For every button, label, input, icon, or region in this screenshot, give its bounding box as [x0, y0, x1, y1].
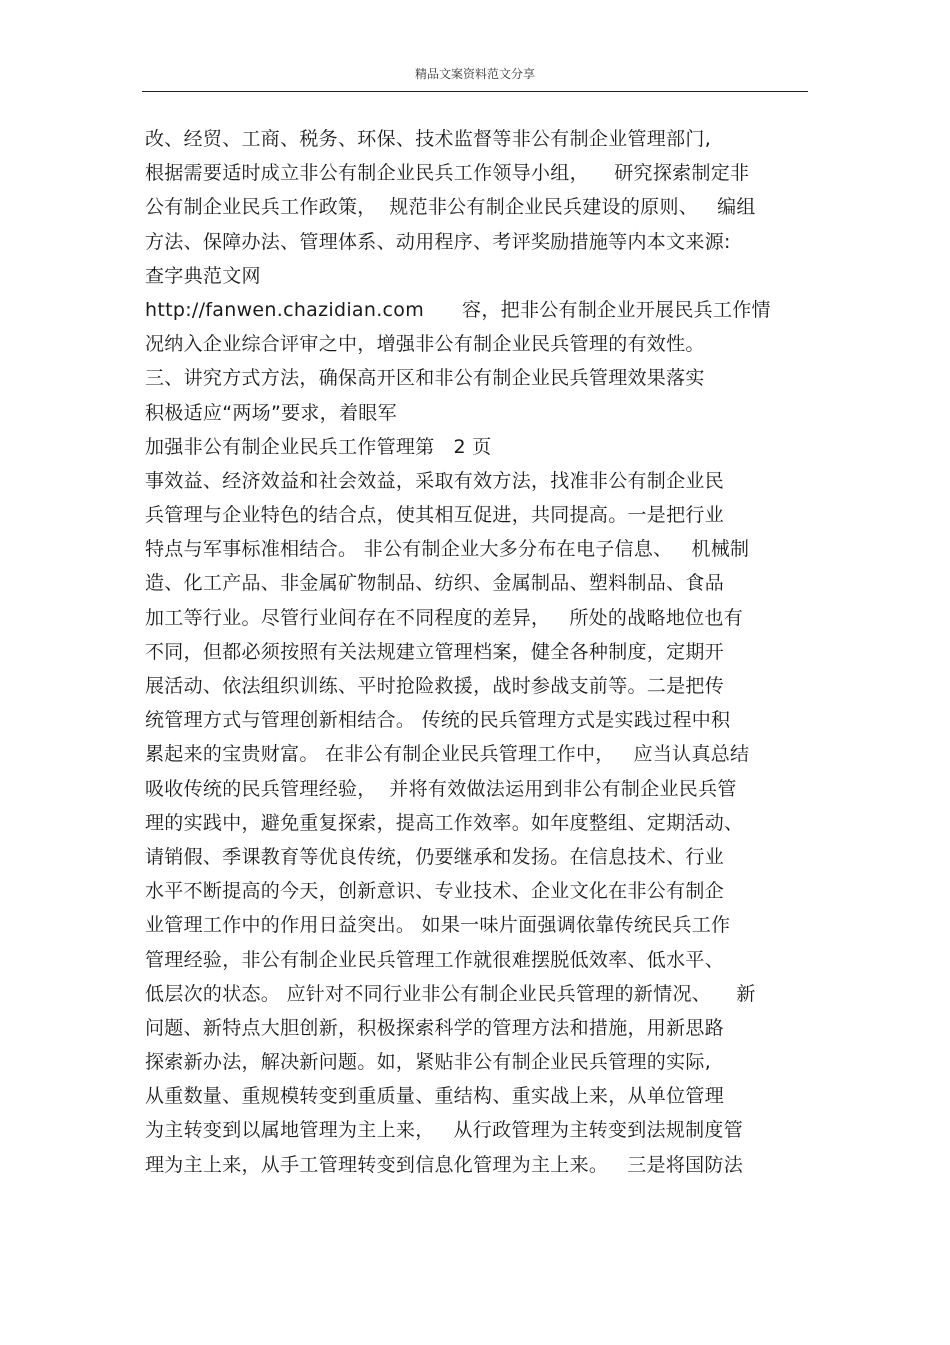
text-line: 事效益、经济效益和社会效益，采取有效方法，找准非公有制企业民: [145, 469, 725, 492]
text-line: 方法、保障办法、管理体系、动用程序、考评奖励措施等内本文来源:: [145, 230, 731, 253]
text-line: 加工等行业。尽管行业间存在不同程度的差异， 所处的战略地位也有: [145, 606, 744, 629]
text-line: 特点与军事标准相结合。 非公有制企业大多分布在电子信息、 机械制: [145, 538, 750, 561]
text-line: 低层次的状态。 应针对不同行业非公有制企业民兵管理的新情况、 新: [145, 982, 756, 1005]
text-line: 水平不断提高的今天，创新意识、专业技术、企业文化在非公有制企: [145, 880, 725, 903]
text-line: 积极适应“两场”要求，着眼军: [145, 401, 397, 424]
text-line: 不同，但都必须按照有关法规建立管理档案，健全各种制度，定期开: [145, 640, 725, 663]
text-line: 请销假、季课教育等优良传统，仍要继承和发扬。在信息技术、行业: [145, 845, 725, 868]
page-footer-label: 加强非公有制企业民兵工作管理第 2 页: [145, 435, 492, 458]
text-line: 改、经贸、工商、税务、环保、技术监督等非公有制企业管理部门,: [145, 128, 712, 150]
section-heading: 三、讲究方式方法，确保高开区和非公有制企业民兵管理效果落实: [145, 367, 705, 390]
text-line: 查字典范文网: [145, 264, 261, 287]
text-line: 展活动、依法组织训练、平时抢险救援，战时参战支前等。二是把传: [145, 675, 725, 697]
text-line: 业管理工作中的作用日益突出。 如果一味片面强调依靠传统民兵工作: [145, 914, 731, 937]
text-line: 累起来的宝贵财富。 在非公有制企业民兵管理工作中， 应当认真总结: [145, 743, 750, 766]
header-divider: [142, 91, 808, 92]
text-line: 根据需要适时成立非公有制企业民兵工作领导小组， 研究探索制定非: [145, 162, 750, 185]
text-line: 探索新办法，解决新问题。如，紧贴非公有制企业民兵管理的实际,: [145, 1051, 712, 1074]
text-line: 为主转变到以属地管理为主上来， 从行政管理为主转变到法规制度管: [145, 1119, 744, 1142]
text-line: 从重数量、重规模转变到重质量、重结构、重实战上来，从单位管理: [145, 1085, 725, 1108]
text-line: 管理经验，非公有制企业民兵管理工作就很难摆脱低效率、低水平、: [145, 948, 725, 971]
page-header: 精品文案资料范文分享: [414, 67, 535, 81]
body-text: [145, 122, 815, 1182]
text-line: 况纳入企业综合评审之中，增强非公有制企业民兵管理的有效性。: [145, 333, 705, 356]
text-line: 造、化工产品、非金属矿物制品、纺织、金属制品、塑料制品、食品: [145, 572, 725, 595]
text-line: 问题、新特点大胆创新，积极探索科学的管理方法和措施，用新思路: [145, 1016, 725, 1039]
text-line: 统管理方式与管理创新相结合。 传统的民兵管理方式是实践过程中积: [145, 709, 731, 732]
text-line: 公有制企业民兵工作政策， 规范非公有制企业民兵建设的原则、 编组: [145, 196, 756, 219]
text-line: 理为主上来，从手工管理转变到信息化管理为主上来。 三是将国防法: [145, 1153, 744, 1176]
text-line: 吸收传统的民兵管理经验， 并将有效做法运用到非公有制企业民兵管: [145, 777, 737, 800]
text-line: 兵管理与企业特色的结合点，使其相互促进，共同提高。一是把行业: [145, 504, 725, 527]
text-line: http://fanwen.chazidian.com 容，把非公有制企业开展民兵工作情: [145, 298, 771, 321]
text-line: 理的实践中，避免重复探索，提高工作效率。如年度整组、定期活动、: [145, 811, 744, 834]
